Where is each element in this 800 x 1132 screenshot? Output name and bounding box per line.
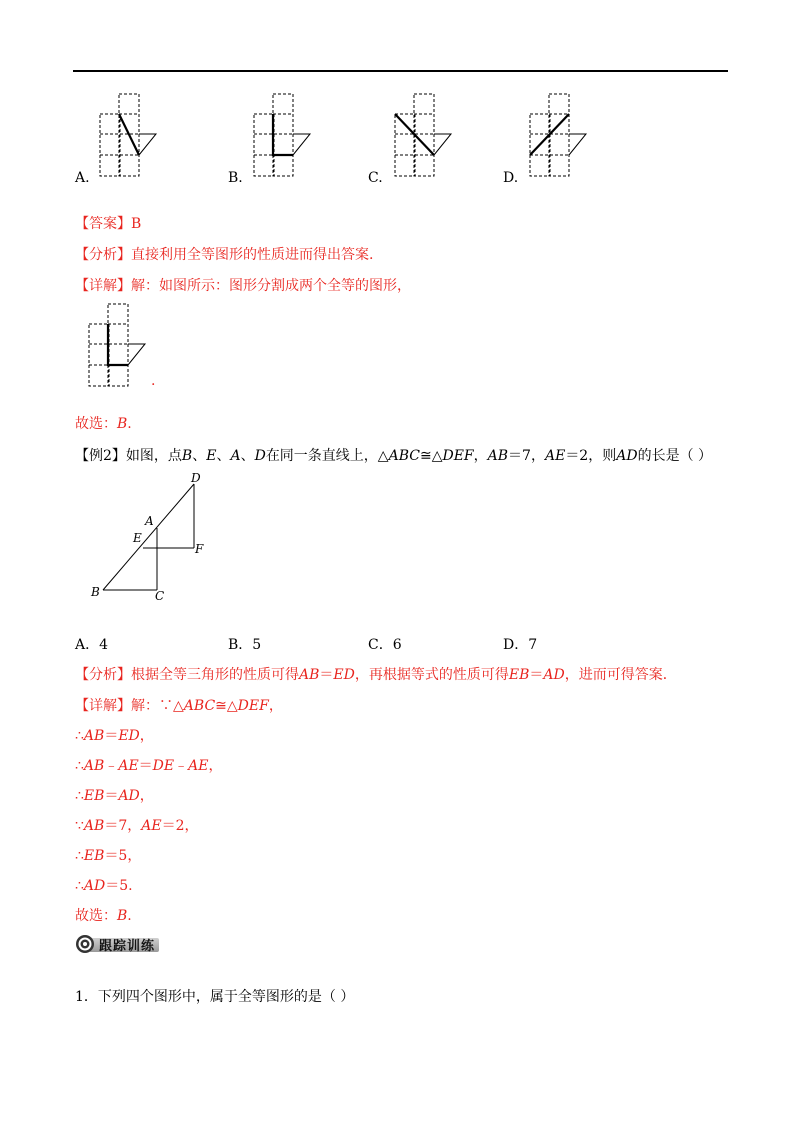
label-c: C [155,589,165,603]
answer-line: 【答案】B [75,216,142,232]
step-4: ∵AB＝7，AE＝2， [75,818,199,834]
option-d-figure [520,92,590,182]
option-b-figure [244,92,314,182]
label-f: F [195,542,204,556]
example2-question: 【例2】如图，点B、E、A、D在同一条直线上，△ABC≅△DEF，AB＝7，AE＝2，则AD的长是（ ） [75,448,713,464]
label-b: B [91,585,100,599]
solution-figure [74,302,154,392]
option-d-label[interactable]: D. [503,170,519,186]
option-a-figure [90,92,160,182]
step-6: ∴AD＝5. [75,878,133,894]
detail-line: 【详解】解：如图所示：图形分割成两个全等的图形， [75,278,411,294]
triangle-figure [85,470,220,605]
choice-line-2: 故选：B. [75,908,132,924]
ex2-detail: 【详解】解：∵△ABC≅△DEF， [75,698,283,714]
section-badge-text: 跟踪训练 [99,938,156,954]
step-3: ∴EB＝AD， [75,788,154,804]
ex2-option-c[interactable]: C．6 [368,637,402,653]
label-a: A [145,514,154,528]
label-d: D [191,471,201,485]
ex2-option-d[interactable]: D．7 [503,637,538,653]
ex2-analysis: 【分析】根据全等三角形的性质可得AB＝ED，再根据等式的性质可得EB＝AD，进而可得答案． [75,667,677,683]
header-rule [73,70,728,72]
section-badge [75,934,155,954]
step-5: ∴EB＝5， [75,848,142,864]
option-c-figure [385,92,455,182]
target-icon [75,934,95,954]
option-c-label[interactable]: C. [368,170,383,186]
analysis-line: 【分析】直接利用全等图形的性质进而得出答案. [75,247,374,263]
step-1: ∴AB＝ED， [75,728,154,744]
practice-question-1: 1．下列四个图形中，属于全等图形的是（ ） [75,989,355,1005]
option-a-label[interactable]: A. [75,170,90,186]
choice-line-1: 故选：B. [75,416,132,432]
label-e: E [133,531,142,545]
option-b-label[interactable]: B. [228,170,243,186]
ex2-option-a[interactable]: A．4 [75,637,109,653]
step-2: ∴AB﹣AE＝DE﹣AE， [75,758,223,774]
ex2-option-b[interactable]: B．5 [228,637,262,653]
solution-dot: . [151,373,156,389]
